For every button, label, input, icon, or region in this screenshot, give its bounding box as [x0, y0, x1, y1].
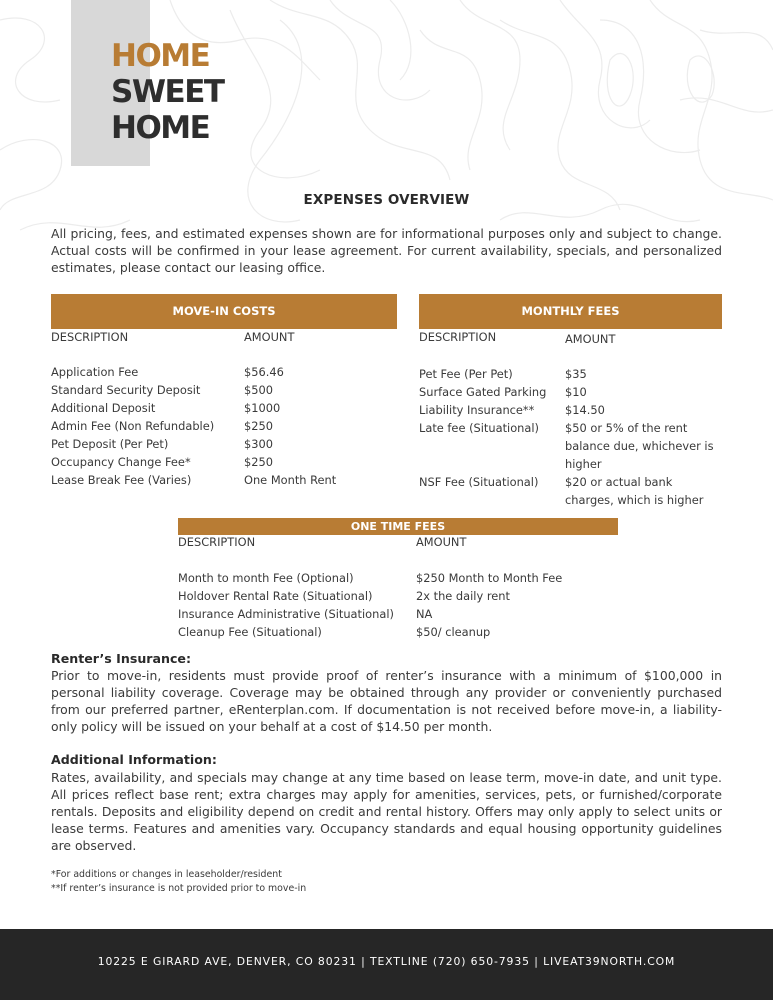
table-row	[51, 399, 397, 417]
row-description: Application Fee	[51, 365, 139, 379]
move-in-costs-header: MOVE-IN COSTS	[51, 294, 397, 329]
one-time-fees-table	[178, 569, 618, 641]
monthly-fees-table	[419, 363, 722, 509]
table-row	[419, 383, 722, 401]
row-amount: $14.50	[565, 403, 605, 417]
row-description: Additional Deposit	[51, 401, 156, 415]
monthly-amount-column-header: AMOUNT	[565, 332, 616, 346]
renters-insurance-heading: Renter’s Insurance:	[51, 651, 192, 666]
table-row	[51, 417, 397, 435]
hero-line-3: HOME	[111, 110, 210, 146]
monthly-fees-header: MONTHLY FEES	[419, 294, 722, 329]
footnote-1: *For additions or changes in leaseholder/resident	[51, 869, 282, 880]
table-row	[178, 605, 618, 623]
one-time-description-column-header: DESCRIPTION	[178, 535, 256, 549]
row-description: Cleanup Fee (Situational)	[178, 625, 322, 639]
row-description: Standard Security Deposit	[51, 383, 201, 397]
row-description: Month to month Fee (Optional)	[178, 571, 354, 585]
additional-information-paragraph: Rates, availability, and specials may change at any time based on lease term, move-in date, and unit type. All prices reflect base rent; extra charges may apply for amenities, services, pets, or furnished/corporate rentals. Deposits and eligibility depend on credit and rental history. Offers may only apply to select units or lease terms. Features and amenities vary. Occupancy standards and equal housing opportunity guidelines are observed.	[51, 770, 722, 853]
row-amount: NA	[416, 607, 433, 621]
row-description: Lease Break Fee (Varies)	[51, 473, 192, 487]
row-description: Surface Gated Parking	[419, 385, 547, 399]
table-row	[419, 419, 722, 473]
row-amount: $1000	[244, 401, 281, 415]
row-amount: $250 Month to Month Fee	[416, 571, 563, 585]
row-amount: One Month Rent	[244, 473, 337, 487]
hero-line-1: HOME	[111, 38, 210, 74]
page-title: EXPENSES OVERVIEW	[303, 192, 470, 208]
row-amount: $56.46	[244, 365, 284, 379]
footnote-2: **If renter’s insurance is not provided prior to move-in	[51, 883, 307, 894]
row-amount: 2x the daily rent	[416, 589, 510, 603]
row-description: Admin Fee (Non Refundable)	[51, 419, 215, 433]
table-row	[51, 435, 397, 453]
one-time-fees-header: ONE TIME FEES	[178, 518, 618, 535]
table-row	[178, 569, 618, 587]
row-description: Pet Fee (Per Pet)	[419, 367, 513, 381]
row-amount: $35	[565, 367, 587, 381]
table-row	[51, 363, 397, 381]
footnotes	[51, 868, 306, 896]
table-row	[51, 453, 397, 471]
row-description: Insurance Administrative (Situational)	[178, 607, 394, 621]
table-row	[51, 471, 397, 489]
table-row	[419, 365, 722, 383]
row-description: Occupancy Change Fee*	[51, 455, 191, 469]
move-in-costs-table	[51, 363, 397, 489]
row-amount: $250	[244, 455, 273, 469]
table-row	[178, 587, 618, 605]
row-amount: $250	[244, 419, 273, 433]
row-description: Late fee (Situational)	[419, 421, 539, 435]
move-in-amount-column-header: AMOUNT	[244, 330, 295, 344]
row-amount: $10	[565, 385, 587, 399]
row-amount: $500	[244, 383, 273, 397]
move-in-description-column-header: DESCRIPTION	[51, 330, 129, 344]
monthly-description-column-header: DESCRIPTION	[419, 330, 497, 344]
footer-contact-text: 10225 E GIRARD AVE, DENVER, CO 80231 | TEXTLINE (720) 650-7935 | LIVEAT39NORTH.COM	[97, 955, 676, 968]
row-amount: $20 or actual bank charges, which is higher	[565, 475, 704, 507]
table-row	[178, 623, 618, 641]
row-description: Holdover Rental Rate (Situational)	[178, 589, 373, 603]
row-description: Pet Deposit (Per Pet)	[51, 437, 169, 451]
table-row	[419, 401, 722, 419]
row-description: Liability Insurance**	[419, 403, 535, 417]
row-amount: $50 or 5% of the rent balance due, whichever is higher	[565, 421, 714, 471]
hero-title	[111, 38, 224, 146]
table-row	[51, 381, 397, 399]
row-amount: $50/ cleanup	[416, 625, 491, 639]
hero-line-2: SWEET	[111, 74, 224, 110]
row-amount: $300	[244, 437, 273, 451]
intro-paragraph: All pricing, fees, and estimated expenses shown are for informational purposes only and subject to change. Actual costs will be confirmed in your lease agreement. For current availability, specials, and personalized estimates, please contact our leasing office.	[51, 226, 722, 275]
additional-information-heading: Additional Information:	[51, 752, 217, 767]
table-row	[419, 473, 722, 509]
one-time-amount-column-header: AMOUNT	[416, 535, 467, 549]
renters-insurance-paragraph: Prior to move-in, residents must provide proof of renter’s insurance with a minimum of $100,000 in personal liability coverage. Coverage may be obtained through any provider or conveniently purchased from our preferred partner, eRenterplan.com. If documentation is not received before move-in, a liability-only policy will be issued on your behalf at a cost of $14.50 per month.	[51, 668, 722, 734]
row-description: NSF Fee (Situational)	[419, 475, 539, 489]
footer-contact-bar	[0, 929, 773, 1000]
